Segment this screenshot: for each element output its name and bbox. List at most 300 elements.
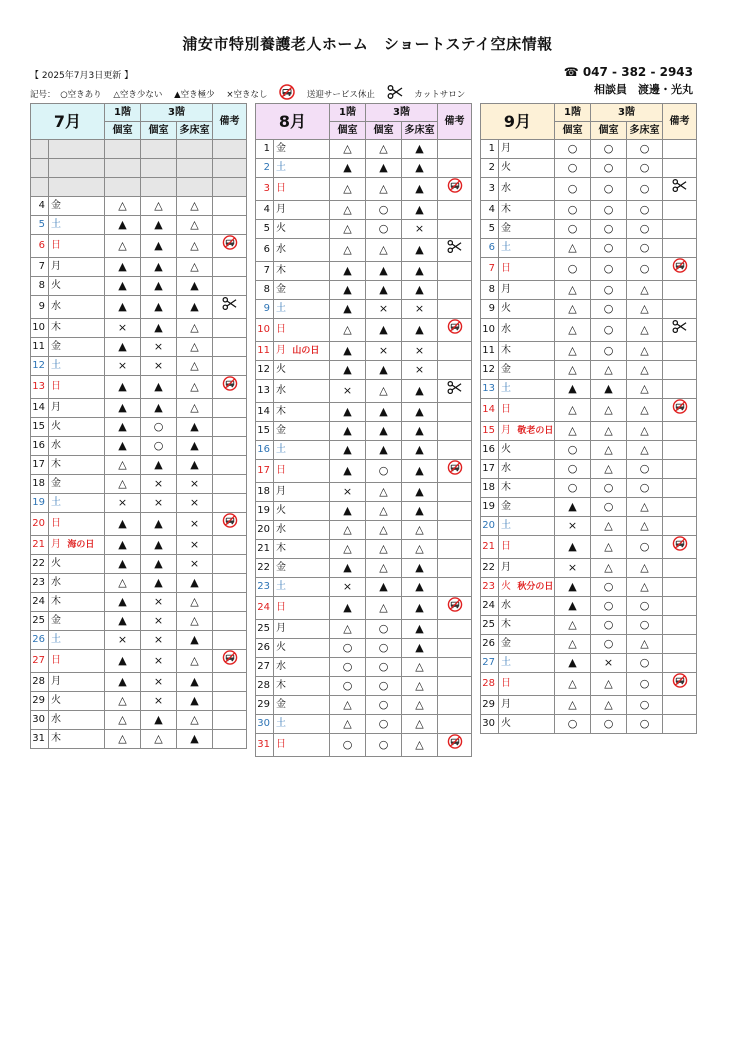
weekday: 月: [276, 204, 286, 215]
weekday-cell: [499, 300, 555, 319]
floor3-header: 3階: [141, 104, 213, 122]
day-number: 28: [256, 677, 274, 696]
floor3-multi-status: △: [627, 300, 663, 319]
weekday-cell: [274, 262, 330, 281]
holiday-name: 秋分の日: [517, 582, 554, 592]
floor3-private-status: ○: [366, 201, 402, 220]
notes-cell: [663, 361, 697, 380]
floor1-private-status: ×: [105, 494, 141, 513]
floor3-private-status: ○: [591, 597, 627, 616]
weekday-cell: [499, 220, 555, 239]
floor1-private-status: ▲: [330, 502, 366, 521]
notes-cell: [213, 418, 247, 437]
weekday: 金: [501, 364, 511, 375]
floor3-private-status: ▲: [366, 281, 402, 300]
weekday-cell: [49, 437, 105, 456]
notes-cell: [438, 178, 472, 201]
day-number: 30: [31, 711, 49, 730]
day-number: 7: [256, 262, 274, 281]
notes-cell: [663, 178, 697, 201]
no-transport-icon: [447, 734, 463, 756]
floor1-private-status: △: [105, 475, 141, 494]
floor3-multi-status: △: [627, 380, 663, 399]
weekday: 金: [501, 501, 511, 512]
table-row: [256, 220, 472, 239]
day-number: 17: [31, 456, 49, 475]
blank-row: [31, 178, 247, 197]
multi-room-header: 多床室: [177, 122, 213, 140]
floor1-private-status: ○: [555, 715, 591, 734]
day-number: 11: [481, 342, 499, 361]
weekday-cell: [274, 521, 330, 540]
floor3-private-status: ○: [591, 616, 627, 635]
floor1-private-status: △: [555, 673, 591, 696]
floor1-private-status: ○: [330, 639, 366, 658]
weekday: 土: [501, 383, 511, 394]
floor3-multi-status: △: [627, 559, 663, 578]
floor3-private-status: △: [591, 460, 627, 479]
notes-cell: [438, 422, 472, 441]
weekday-cell: [49, 536, 105, 555]
floor3-private-status: ×: [141, 692, 177, 711]
table-row: [256, 178, 472, 201]
weekday: 火: [501, 581, 511, 592]
table-row: [256, 201, 472, 220]
day-number: 10: [256, 319, 274, 342]
day-number: 12: [31, 357, 49, 376]
floor3-private-status: ▲: [141, 536, 177, 555]
notes-cell: [663, 696, 697, 715]
day-number: 14: [31, 399, 49, 418]
day-number: 29: [481, 696, 499, 715]
no-transport-icon: [222, 650, 238, 672]
legend: [30, 84, 474, 103]
weekday-cell: [274, 715, 330, 734]
weekday-cell: [49, 730, 105, 749]
table-row: [256, 597, 472, 620]
weekday: 火: [51, 558, 61, 569]
floor3-multi-status: ▲: [177, 692, 213, 711]
floor1-private-status: △: [555, 239, 591, 258]
month-table-9: [480, 103, 697, 734]
day-number: 1: [481, 140, 499, 159]
table-row: [481, 673, 697, 696]
day-number: 6: [256, 239, 274, 262]
weekday: 火: [501, 718, 511, 729]
notes-cell: [663, 258, 697, 281]
weekday: 木: [51, 596, 61, 607]
floor3-private-status: ▲: [366, 262, 402, 281]
no-transport-icon: [279, 84, 295, 103]
floor3-private-status: ×: [141, 631, 177, 650]
notes-cell: [213, 555, 247, 574]
floor3-multi-status: ▲: [402, 620, 438, 639]
weekday-cell: [49, 456, 105, 475]
floor1-private-status: ○: [330, 658, 366, 677]
notes-cell: [663, 654, 697, 673]
floor3-private-status: ▲: [141, 456, 177, 475]
weekday-cell: [49, 338, 105, 357]
floor3-private-status: ○: [141, 437, 177, 456]
weekday-cell: [49, 319, 105, 338]
floor3-multi-status: ▲: [402, 319, 438, 342]
notes-cell: [663, 239, 697, 258]
notes-cell: [438, 715, 472, 734]
weekday: 水: [501, 600, 511, 611]
holiday-name: 敬老の日: [517, 426, 554, 436]
notes-cell: [213, 338, 247, 357]
notes-cell: [438, 201, 472, 220]
table-row: [481, 258, 697, 281]
day-number: 18: [481, 479, 499, 498]
month-label: 9月: [481, 104, 555, 140]
floor1-private-status: ▲: [555, 498, 591, 517]
notes-cell: [438, 734, 472, 757]
weekday-cell: [274, 319, 330, 342]
notes-cell: [663, 479, 697, 498]
floor3-private-status: ○: [591, 201, 627, 220]
weekday-cell: [499, 578, 555, 597]
floor1-private-status: ○: [555, 159, 591, 178]
floor3-private-status: △: [591, 673, 627, 696]
floor3-private-status: △: [366, 178, 402, 201]
floor1-private-status: ▲: [330, 559, 366, 578]
floor3-private-status: ○: [366, 620, 402, 639]
notes-cell: [663, 300, 697, 319]
floor1-private-status: ▲: [555, 578, 591, 597]
floor1-private-status: ▲: [555, 654, 591, 673]
weekday-cell: [499, 422, 555, 441]
floor3-multi-status: △: [402, 540, 438, 559]
weekday: 金: [51, 615, 61, 626]
floor3-header: 3階: [366, 104, 438, 122]
weekday-cell: [49, 357, 105, 376]
floor1-private-status: △: [330, 620, 366, 639]
floor1-private-status: ○: [555, 140, 591, 159]
legend-no-transport: [279, 84, 375, 103]
table-row: [31, 197, 247, 216]
floor1-private-status: △: [555, 422, 591, 441]
floor3-multi-status: ○: [627, 536, 663, 559]
floor1-private-status: ○: [555, 479, 591, 498]
floor3-private-status: ×: [141, 494, 177, 513]
notes-cell: [213, 357, 247, 376]
legend-available: ○空きあり: [60, 89, 102, 100]
table-row: [256, 715, 472, 734]
weekday: 土: [276, 581, 286, 592]
floor3-multi-status: ×: [177, 513, 213, 536]
weekday: 火: [501, 444, 511, 455]
notes-cell: [438, 502, 472, 521]
day-number: 18: [31, 475, 49, 494]
table-row: [481, 300, 697, 319]
floor1-private-status: ▲: [105, 277, 141, 296]
weekday: 日: [276, 324, 286, 335]
table-row: [481, 696, 697, 715]
weekday-cell: [49, 197, 105, 216]
floor3-private-status: △: [591, 361, 627, 380]
table-row: [481, 536, 697, 559]
table-row: [256, 361, 472, 380]
floor3-multi-status: ▲: [402, 441, 438, 460]
weekday-cell: [274, 620, 330, 639]
weekday: 土: [51, 634, 61, 645]
weekday: 木: [501, 619, 511, 630]
floor1-private-status: ▲: [330, 361, 366, 380]
floor3-private-status: △: [366, 140, 402, 159]
floor3-private-status: ○: [591, 258, 627, 281]
floor1-private-status: ×: [105, 357, 141, 376]
weekday: 木: [51, 459, 61, 470]
day-number: 9: [481, 300, 499, 319]
private-room-header: 個室: [591, 122, 627, 140]
floor3-private-status: ○: [591, 178, 627, 201]
weekday-cell: [49, 235, 105, 258]
floor3-private-status: ○: [591, 319, 627, 342]
weekday: 水: [501, 463, 511, 474]
weekday: 日: [501, 404, 511, 415]
legend-prefix: 記号：: [30, 89, 56, 100]
floor3-multi-status: △: [627, 399, 663, 422]
floor3-private-status: △: [141, 197, 177, 216]
floor3-private-status: ×: [366, 342, 402, 361]
floor3-private-status: ▲: [366, 441, 402, 460]
notes-cell: [663, 715, 697, 734]
day-number: 21: [256, 540, 274, 559]
table-row: [31, 593, 247, 612]
table-row: [31, 456, 247, 475]
floor1-private-status: △: [105, 456, 141, 475]
day-number: 29: [31, 692, 49, 711]
floor3-multi-status: △: [627, 578, 663, 597]
floor3-multi-status: △: [177, 612, 213, 631]
weekday-cell: [274, 483, 330, 502]
floor1-private-status: ▲: [555, 536, 591, 559]
floor3-private-status: ▲: [141, 235, 177, 258]
floor3-private-status: ×: [366, 300, 402, 319]
floor3-multi-status: △: [627, 319, 663, 342]
weekday-cell: [499, 281, 555, 300]
weekday: 月: [51, 261, 61, 272]
table-row: [31, 216, 247, 235]
floor3-private-status: ×: [141, 357, 177, 376]
private-room-header: 個室: [330, 122, 366, 140]
weekday: 月: [51, 402, 61, 413]
notes-cell: [213, 711, 247, 730]
floor3-multi-status: ▲: [402, 403, 438, 422]
notes-cell: [438, 262, 472, 281]
floor1-private-status: ▲: [105, 338, 141, 357]
floor1-private-status: ▲: [105, 650, 141, 673]
weekday: 火: [51, 280, 61, 291]
floor3-multi-status: △: [402, 696, 438, 715]
day-number: 16: [256, 441, 274, 460]
table-row: [481, 201, 697, 220]
weekday-cell: [499, 239, 555, 258]
day-number: 28: [481, 673, 499, 696]
weekday: 水: [51, 440, 61, 451]
notes-cell: [663, 673, 697, 696]
floor3-multi-status: △: [627, 422, 663, 441]
notes-cell: [438, 220, 472, 239]
day-number: 31: [256, 734, 274, 757]
weekday-cell: [499, 559, 555, 578]
weekday-cell: [499, 597, 555, 616]
blank-row: [31, 140, 247, 159]
weekday-cell: [49, 711, 105, 730]
weekday-cell: [499, 178, 555, 201]
floor3-private-status: ▲: [591, 380, 627, 399]
floor1-private-status: ▲: [105, 593, 141, 612]
weekday: 日: [276, 602, 286, 613]
table-row: [481, 220, 697, 239]
day-number: 30: [481, 715, 499, 734]
notes-cell: [663, 559, 697, 578]
weekday-cell: [49, 692, 105, 711]
weekday: 火: [276, 505, 286, 516]
floor1-private-status: △: [330, 715, 366, 734]
weekday: 水: [51, 714, 61, 725]
floor3-private-status: ○: [366, 677, 402, 696]
table-row: [31, 475, 247, 494]
floor3-multi-status: △: [402, 521, 438, 540]
floor3-multi-status: △: [177, 650, 213, 673]
weekday: 金: [276, 284, 286, 295]
day-number: 20: [31, 513, 49, 536]
floor1-private-status: ▲: [555, 597, 591, 616]
floor3-multi-status: ○: [627, 220, 663, 239]
weekday: 木: [501, 482, 511, 493]
table-row: [256, 658, 472, 677]
weekday: 火: [51, 695, 61, 706]
weekday-cell: [274, 342, 330, 361]
day-number: 23: [256, 578, 274, 597]
notes-cell: [213, 235, 247, 258]
floor3-multi-status: ×: [177, 494, 213, 513]
floor1-header: 1階: [330, 104, 366, 122]
table-row: [256, 677, 472, 696]
day-number: 11: [256, 342, 274, 361]
weekday-cell: [274, 540, 330, 559]
floor3-multi-status: ○: [627, 239, 663, 258]
floor3-multi-status: △: [177, 197, 213, 216]
floor3-multi-status: △: [627, 342, 663, 361]
floor1-private-status: ▲: [105, 296, 141, 319]
day-number: 8: [481, 281, 499, 300]
floor3-multi-status: △: [402, 715, 438, 734]
floor3-private-status: ○: [366, 658, 402, 677]
weekday: 木: [501, 204, 511, 215]
weekday: 日: [276, 465, 286, 476]
weekday: 水: [501, 183, 511, 194]
weekday: 土: [51, 219, 61, 230]
weekday-cell: [49, 673, 105, 692]
table-row: [481, 597, 697, 616]
floor3-multi-status: ▲: [177, 631, 213, 650]
floor3-private-status: △: [366, 239, 402, 262]
day-number: 17: [256, 460, 274, 483]
notes-cell: [213, 296, 247, 319]
floor3-private-status: ○: [591, 159, 627, 178]
day-number: 24: [256, 597, 274, 620]
floor1-private-status: ▲: [105, 418, 141, 437]
floor3-private-status: ○: [366, 639, 402, 658]
day-number: 18: [256, 483, 274, 502]
floor3-private-status: ▲: [366, 159, 402, 178]
floor3-multi-status: ▲: [177, 277, 213, 296]
day-number: 6: [31, 235, 49, 258]
floor3-private-status: ▲: [141, 277, 177, 296]
day-number: 21: [481, 536, 499, 559]
no-transport-icon: [447, 460, 463, 482]
table-row: [481, 635, 697, 654]
notes-cell: [438, 239, 472, 262]
notes-header: 備考: [213, 104, 247, 140]
staff-names: 相談員 渡邊・光丸: [594, 83, 693, 96]
floor1-private-status: ▲: [105, 612, 141, 631]
table-row: [256, 300, 472, 319]
weekday-cell: [499, 479, 555, 498]
day-number: 13: [256, 380, 274, 403]
table-row: [481, 178, 697, 201]
floor3-private-status: ○: [591, 140, 627, 159]
weekday-cell: [274, 159, 330, 178]
legend-very-few: ▲空き極少: [174, 89, 215, 100]
day-number: 10: [481, 319, 499, 342]
floor1-private-status: △: [330, 521, 366, 540]
weekday: 月: [501, 699, 511, 710]
floor3-multi-status: △: [402, 658, 438, 677]
floor3-private-status: ▲: [141, 513, 177, 536]
legend-cut-salon-label: カットサロン: [414, 89, 466, 100]
table-row: [31, 536, 247, 555]
weekday: 金: [501, 638, 511, 649]
day-number: 3: [481, 178, 499, 201]
floor1-private-status: △: [330, 540, 366, 559]
floor3-private-status: △: [591, 559, 627, 578]
floor3-private-status: ▲: [141, 296, 177, 319]
floor3-multi-status: ▲: [177, 437, 213, 456]
floor1-private-status: ▲: [105, 399, 141, 418]
weekday-cell: [49, 216, 105, 235]
day-number: 30: [256, 715, 274, 734]
day-number: 15: [256, 422, 274, 441]
floor3-private-status: △: [591, 399, 627, 422]
holiday-name: 山の日: [292, 346, 320, 356]
table-row: [256, 380, 472, 403]
weekday-cell: [274, 178, 330, 201]
floor3-multi-status: ○: [627, 159, 663, 178]
floor3-multi-status: △: [402, 734, 438, 757]
floor3-private-status: △: [366, 597, 402, 620]
table-row: [256, 483, 472, 502]
weekday-cell: [49, 258, 105, 277]
weekday: 日: [51, 655, 61, 666]
day-number: 27: [31, 650, 49, 673]
notes-cell: [213, 730, 247, 749]
weekday-cell: [499, 361, 555, 380]
weekday: 水: [276, 244, 286, 255]
table-row: [256, 696, 472, 715]
weekday: 土: [51, 497, 61, 508]
weekday-cell: [499, 342, 555, 361]
table-row: [481, 517, 697, 536]
day-number: 25: [256, 620, 274, 639]
notes-cell: [213, 258, 247, 277]
notes-cell: [663, 498, 697, 517]
notes-cell: [438, 483, 472, 502]
day-number: 14: [256, 403, 274, 422]
